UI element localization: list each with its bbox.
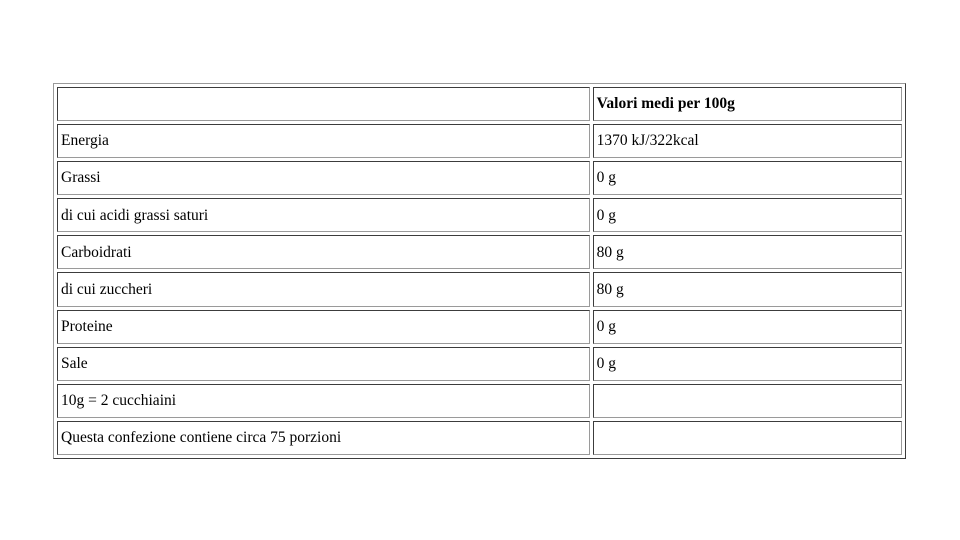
row-label-energia: Energia [57,124,590,158]
table-row [57,161,902,195]
table-row [57,235,902,269]
row-label-carboidrati: Carboidrati [57,235,590,269]
row-value-proteine: 0 g [593,310,902,344]
row-label-grassi-saturi: di cui acidi grassi saturi [57,198,590,232]
row-value-confezione [593,421,902,455]
table-row [57,384,902,418]
row-label-proteine: Proteine [57,310,590,344]
header-empty-cell [57,87,590,121]
row-label-sale: Sale [57,347,590,381]
row-label-zuccheri: di cui zuccheri [57,272,590,306]
nutrition-table [53,83,906,459]
row-label-porzione: 10g = 2 cucchiaini [57,384,590,418]
table-row [57,124,902,158]
table-row [57,347,902,381]
row-value-grassi-saturi: 0 g [593,198,902,232]
row-value-sale: 0 g [593,347,902,381]
row-value-energia: 1370 kJ/322kcal [593,124,902,158]
row-label-confezione: Questa confezione contiene circa 75 porzioni [57,421,590,455]
header-value-cell: Valori medi per 100g [593,87,902,121]
row-label-grassi: Grassi [57,161,590,195]
row-value-zuccheri: 80 g [593,272,902,306]
table-row [57,421,902,455]
table-header-row [57,87,902,121]
table-row [57,310,902,344]
row-value-carboidrati: 80 g [593,235,902,269]
table-row [57,272,902,306]
row-value-porzione [593,384,902,418]
table-row [57,198,902,232]
row-value-grassi: 0 g [593,161,902,195]
nutrition-table-body [57,87,902,455]
